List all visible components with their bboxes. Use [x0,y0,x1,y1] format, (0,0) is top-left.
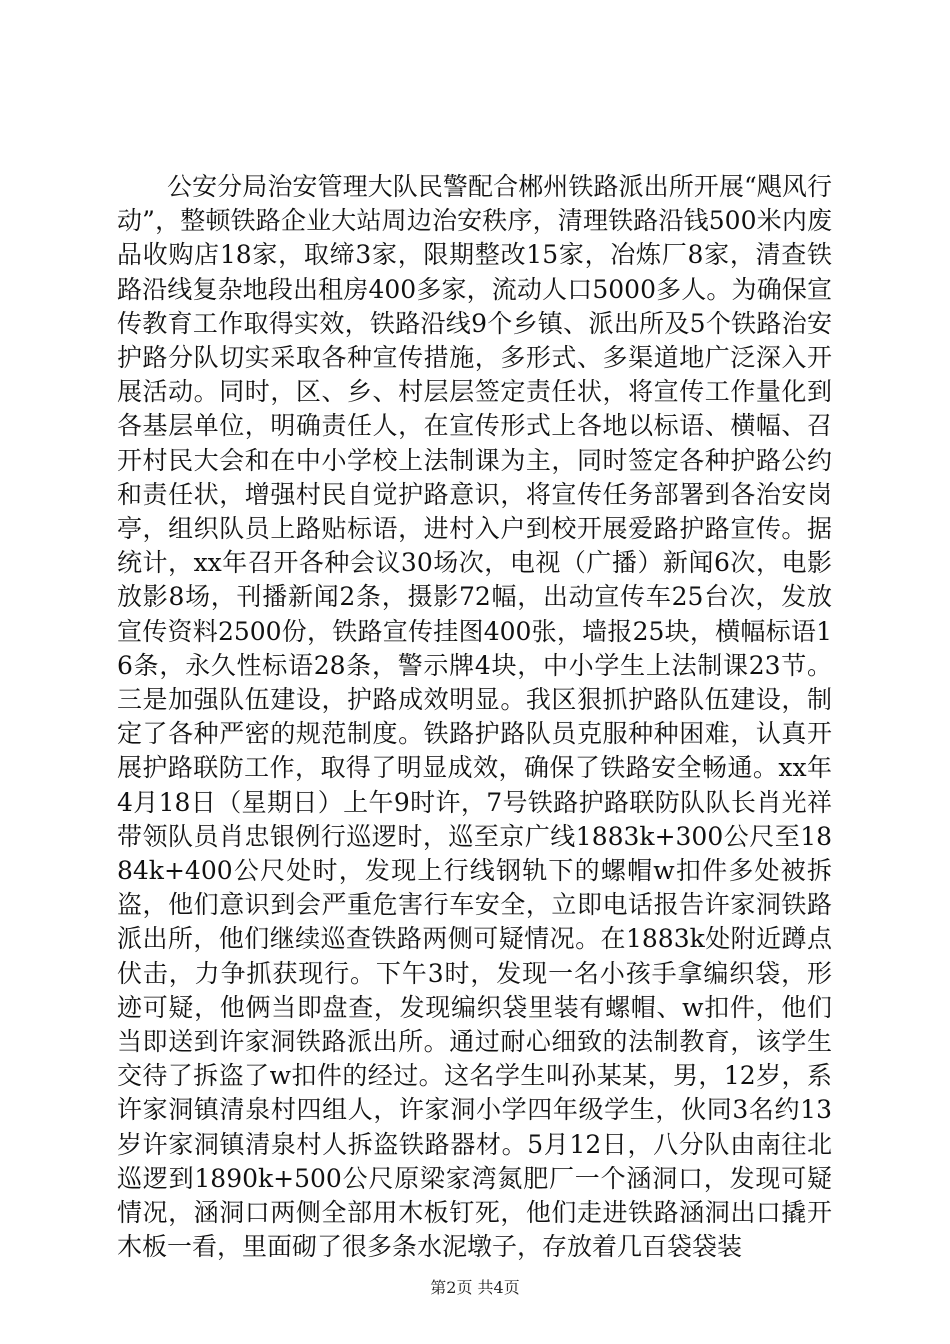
body-paragraph: 公安分局治安管理大队民警配合郴州铁路派出所开展“飓风行动”，整顿铁路企业大站周边治安秩序，清理铁路沿钱500米内废品收购店18家，取缔3家，限期整改15家，冶炼厂8家，清查铁路沿线复杂地段出租房400多家，流动人口5000多人。为确保宣传教育工作取得实效，铁路沿线9个乡镇、派出所及5个铁路治安护路分队切实采取各种宣传措施，多形式、多渠道地广泛深入开展活动。同时，区、乡、村层层签定责任状，将宣传工作量化到各基层单位，明确责任人，在宣传形式上各地以标语、横幅、召开村民大会和在中小学校上法制课为主，同时签定各种护路公约和责任状，增强村民自觉护路意识，将宣传任务部署到各治安岗亭，组织队员上路贴标语，进村入户到校开展爱路护路宣传。据统计，xx年召开各种会议30场次，电视（广播）新闻6次，电影放影8场，刊播新闻2条，摄影72幅，出动宣传车25台次，发放宣传资料2500份，铁路宣传挂图400张，墙报25块，横幅标语16条，永久性标语28条，警示牌4块，中小学生上法制课23节。三是加强队伍建设，护路成效明显。我区狠抓护路队伍建设，制定了各种严密的规范制度。铁路护路队员克服种种困难，认真开展护路联防工作，取得了明显成效，确保了铁路安全畅通。xx年4月18日（星期日）上午9时许，7号铁路护路联防队队长肖光祥带领队员肖忠银例行巡逻时，巡至京广线1883k+300公尺至1884k+400公尺处时，发现上行线钢轨下的螺帽w扣件多处被拆盗，他们意识到会严重危害行车安全，立即电话报告许家洞铁路派出所，他们继续巡查铁路两侧可疑情况。在1883k处附近蹲点伏击，力争抓获现行。下午3时，发现一名小孩手拿编织袋，形迹可疑，他俩当即盘查，发现编织袋里装有螺帽、w扣件，他们当即送到许家洞铁路派出所。通过耐心细致的法制教育，该学生交待了拆盗了w扣件的经过。这名学生叫孙某某，男，12岁，系许家洞镇清泉村四组人，许家洞小学四年级学生，伙同3名约13岁许家洞镇清泉村人拆盗铁路器材。5月12日，八分队由南往北巡逻到1890k+500公尺原梁家湾氮肥厂一个涵洞口，发现可疑情况，涵洞口两侧全部用木板钉死，他们走进铁路涵洞出口撬开木板一看，里面砌了很多条水泥墩子，存放着几百袋袋装 [117,172,832,1262]
page-number-footer: 第2页 共4页 [430,1278,520,1297]
